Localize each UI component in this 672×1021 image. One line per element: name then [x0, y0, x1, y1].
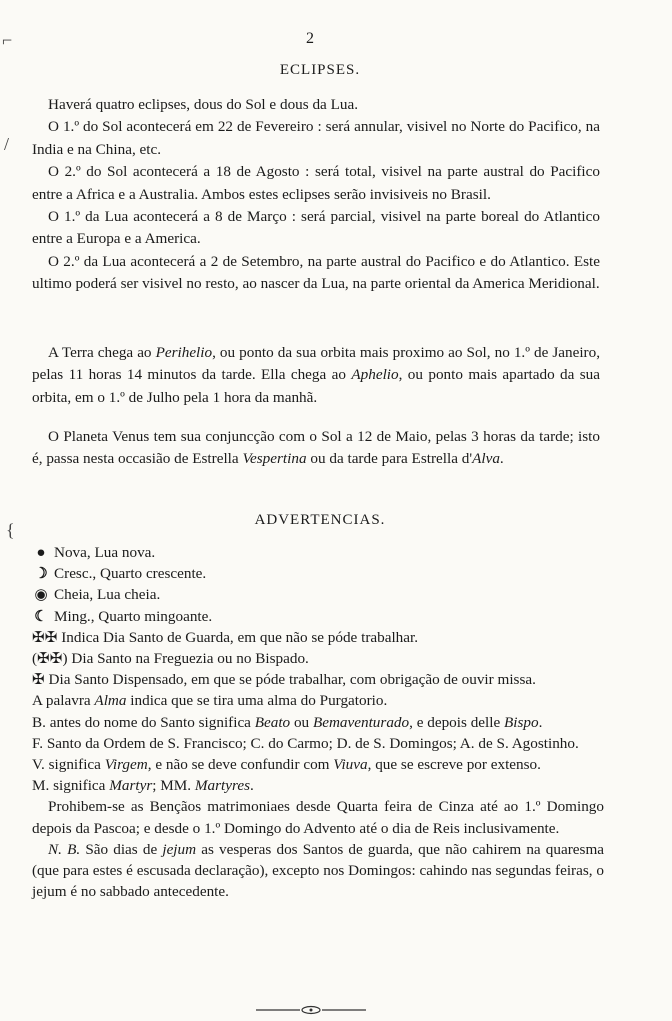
legend-last-quarter: ☾ Ming., Quarto mingoante. [32, 606, 604, 627]
single-cross-icon: ✠ [32, 671, 45, 689]
page-number: 2 [306, 30, 314, 47]
note-virgem: V. significa Virgem, e não se deve confundir com Viuva, que se escreve por extenso. [32, 756, 541, 774]
margin-brace-mark: { [6, 520, 15, 540]
note-beato: B. antes do nome do Santo significa Beato ou Bemaventurado, e depois delle Bispo. [32, 713, 543, 731]
ornamental-divider [256, 1005, 366, 1015]
eclipses-intro: Haverá quatro eclipses, dous do Sol e dous da Lua. [48, 96, 359, 113]
first-quarter-icon: ☽ [34, 565, 48, 583]
note-martyr: M. significa Martyr; MM. Martyres. [32, 777, 254, 795]
advertencias-heading: ADVERTENCIAS. [254, 512, 386, 528]
note-bencaos: Prohibem-se as Bençãos matrimoniaes desde Quarta feira de Cinza até ao 1.º Domingo depois da Pascoa; e desde o 1.º Domingo do Advento até o dia de Reis inclusivamente. [32, 798, 604, 837]
new-moon-icon: ● [36, 544, 46, 561]
eclipses-section [32, 94, 600, 296]
last-quarter-icon: ☾ [34, 607, 48, 625]
double-cross-icon: ✠✠ [32, 628, 58, 646]
eclipse-moon-1: O 1.º da Lua acontecerá a 8 de Março : será parcial, visivel na parte boreal do Atlantico entre a Europa e a America. [32, 208, 600, 248]
vespertina-term: Vespertina [242, 450, 307, 468]
note-jejum: N. B. São dias de jejum as vesperas dos Santos de guarda, que não cahirem na quaresma (que para estes é escusada declaração), excepto nos Domingos: cahindo nas segundas feiras, o jejum é no sabbado antecedente. [32, 840, 604, 901]
full-moon-icon: ◉ [34, 586, 48, 604]
eclipse-moon-2: O 2.º da Lua acontecerá a 2 de Setembro, na parte austral do Pacifico e do Atlantico. Este ultimo poderá ser visivel no resto, ao nascer da Lua, na parte oriental da America Meridional. [32, 252, 600, 293]
legend-full-moon: ◉ Cheia, Lua cheia. [32, 584, 604, 605]
margin-bracket-mark: ⌐ [2, 30, 13, 50]
legend-dia-santo-guarda: ✠✠ Indica Dia Santo de Guarda, em que não se póde trabalhar. [32, 628, 419, 646]
eclipse-sun-2: O 2.º do Sol acontecerá a 18 de Agosto : será total, visivel na parte austral do Pacifico entre a Africa e a Australia. Ambos estes eclipses serão invisiveis no Brasil. [32, 163, 600, 203]
margin-stroke-mark: / [4, 134, 10, 154]
bracketed-cross-icon: (✠✠) [32, 650, 68, 668]
legend-new-moon: ● Nova, Lua nova. [32, 542, 604, 563]
aphelio-term: Aphelio [351, 366, 399, 384]
legend-first-quarter: ☽ Cresc., Quarto crescente. [32, 563, 604, 584]
eclipse-sun-1: O 1.º do Sol acontecerá em 22 de Fevereiro : será annular, visivel no Norte do Pacifico, na India e na China, etc. [32, 118, 600, 158]
perihelio-paragraph: A Terra chega ao Perihelio, ou ponto da sua orbita mais proximo ao Sol, no 1.º de Janeiro, pelas 11 horas 14 minutos da tarde. Ella chega ao Aphelio, ou ponto mais apartado da sua orbita, em o 1.º de Julho pela 1 hora da manhã. [32, 344, 601, 406]
perihelio-term: Perihelio [155, 344, 213, 361]
note-alma: A palavra Alma indica que se tira uma alma do Purgatorio. [32, 692, 388, 710]
legend-dia-santo-dispensado: ✠ Dia Santo Dispensado, em que se póde trabalhar, com obrigação de ouvir missa. [32, 671, 536, 689]
eclipses-heading: ECLIPSES. [279, 62, 361, 78]
legend-dia-santo-freguezia: (✠✠) Dia Santo na Freguezia ou no Bispado. [32, 650, 309, 668]
advertencias-section [32, 542, 604, 902]
venus-paragraph: O Planeta Venus tem sua conjuncção com o Sol a 12 de Maio, pelas 3 horas da tarde; isto é, passa nesta occasião de Estrella Vespertina ou da tarde para Estrella d'Alva. [32, 428, 600, 468]
alva-term: Alva [472, 450, 500, 468]
note-ordens: F. Santo da Ordem de S. Francisco; C. do Carmo; D. de S. Domingos; A. de S. Agostinho. [32, 734, 579, 752]
